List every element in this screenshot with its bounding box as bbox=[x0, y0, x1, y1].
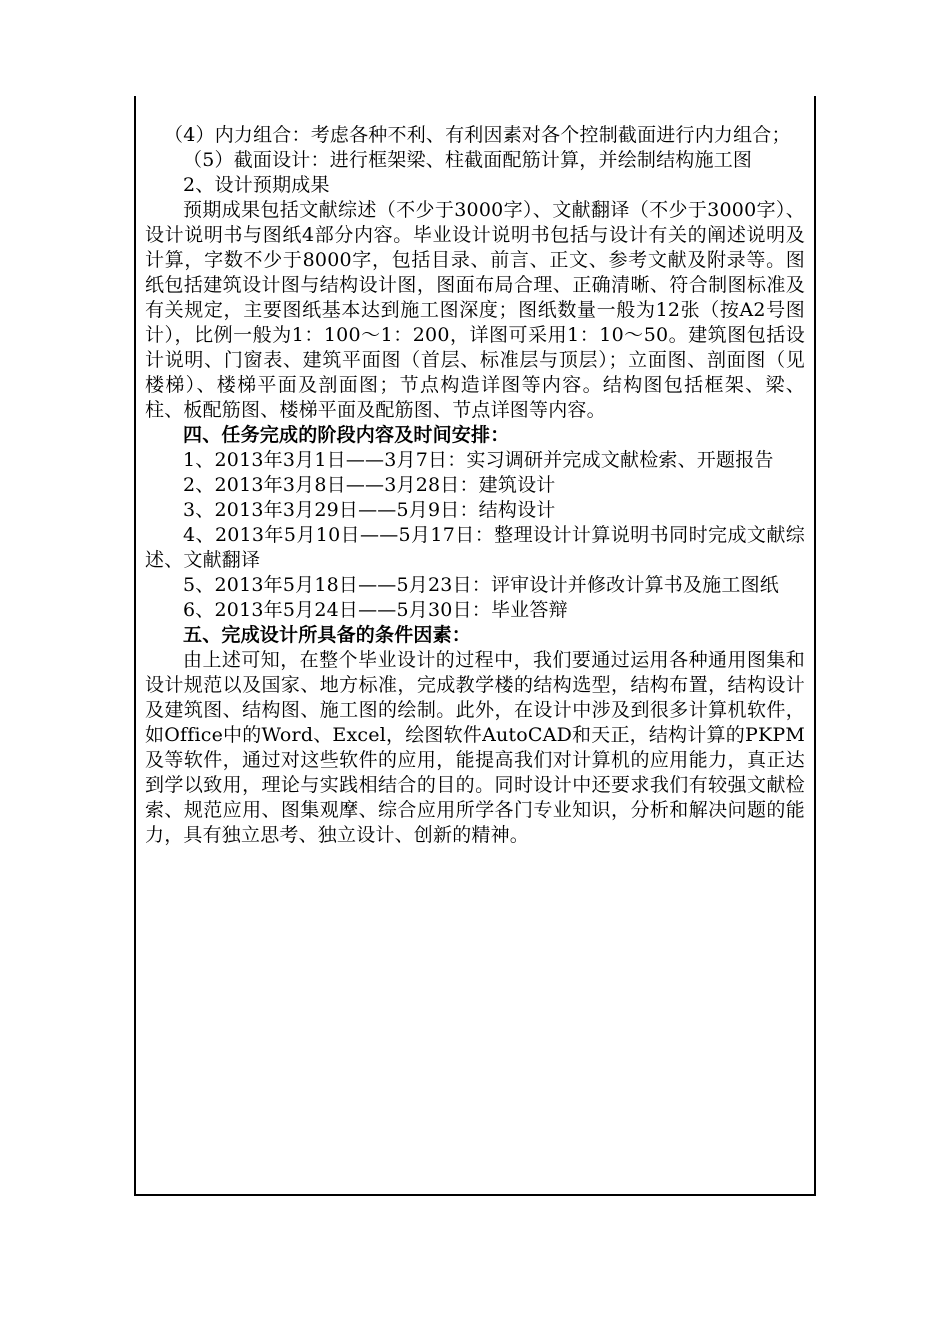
schedule-item-2: 2、2013年3月8日——3月28日：建筑设计 bbox=[183, 474, 556, 496]
schedule-item-5: 5、2013年5月18日——5月23日：评审设计并修改计算书及施工图纸 bbox=[183, 574, 779, 596]
heading-schedule: 四、任务完成的阶段内容及时间安排： bbox=[183, 424, 510, 446]
schedule-item-3: 3、2013年3月29日——5月9日：结构设计 bbox=[183, 499, 556, 521]
schedule-item-4: 4、2013年5月10日——5月17日：整理设计计算说明书同时完成文献综述、文献翻译 bbox=[145, 524, 805, 571]
heading-conditions: 五、完成设计所具备的条件因素： bbox=[183, 624, 472, 646]
paragraph-expected-results: 预期成果包括文献综述（不少于3000字）、文献翻译（不少于3000字）、设计说明书与图纸4部分内容。毕业设计说明书包括与设计有关的阐述说明及计算，字数不少于8000字，包括目录、前言、正文、参考文献及附录等。图纸包括建筑设计图与结构设计图，图面布局合理、正确清晰、符合制图标准及有关规定，主要图纸基本达到施工图深度；图纸数量一般为12张（按A2号图计），比例一般为1：100～1：200，详图可采用1：10～50。建筑图包括设计说明、门窗表、建筑平面图（首层、标准层与顶层）；立面图、剖面图（见楼梯）、楼梯平面及剖面图；节点构造详图等内容。结构图包括框架、梁、柱、板配筋图、楼梯平面及配筋图、节点详图等内容。 bbox=[145, 199, 805, 421]
cell-content bbox=[145, 123, 805, 848]
paragraph-section-design: （5）截面设计：进行框架梁、柱截面配筋计算，并绘制结构施工图 bbox=[183, 149, 753, 171]
schedule-item-1: 1、2013年3月1日——3月7日：实习调研并完成文献检索、开题报告 bbox=[183, 449, 774, 471]
paragraph-conditions: 由上述可知，在整个毕业设计的过程中，我们要通过运用各种通用图集和设计规范以及国家、地方标准，完成教学楼的结构选型，结构布置，结构设计及建筑图、结构图、施工图的绘制。此外，在设计中涉及到很多计算机软件，如Office中的Word、Excel，绘图软件AutoCAD和天正，结构计算的PKPM及等软件，通过对这些软件的应用，能提高我们对计算机的应用能力，真正达到学以致用，理论与实践相结合的目的。同时设计中还要求我们有较强文献检索、规范应用、图集观摩、综合应用所学各门专业知识，分析和解决问题的能力，具有独立思考、独立设计、创新的精神。 bbox=[145, 649, 805, 846]
paragraph-expected-results-title: 2、设计预期成果 bbox=[183, 174, 330, 196]
paragraph-internal-force: （4）内力组合：考虑各种不利、有利因素对各个控制截面进行内力组合； bbox=[164, 124, 791, 146]
schedule-item-6: 6、2013年5月24日——5月30日：毕业答辩 bbox=[183, 599, 568, 621]
